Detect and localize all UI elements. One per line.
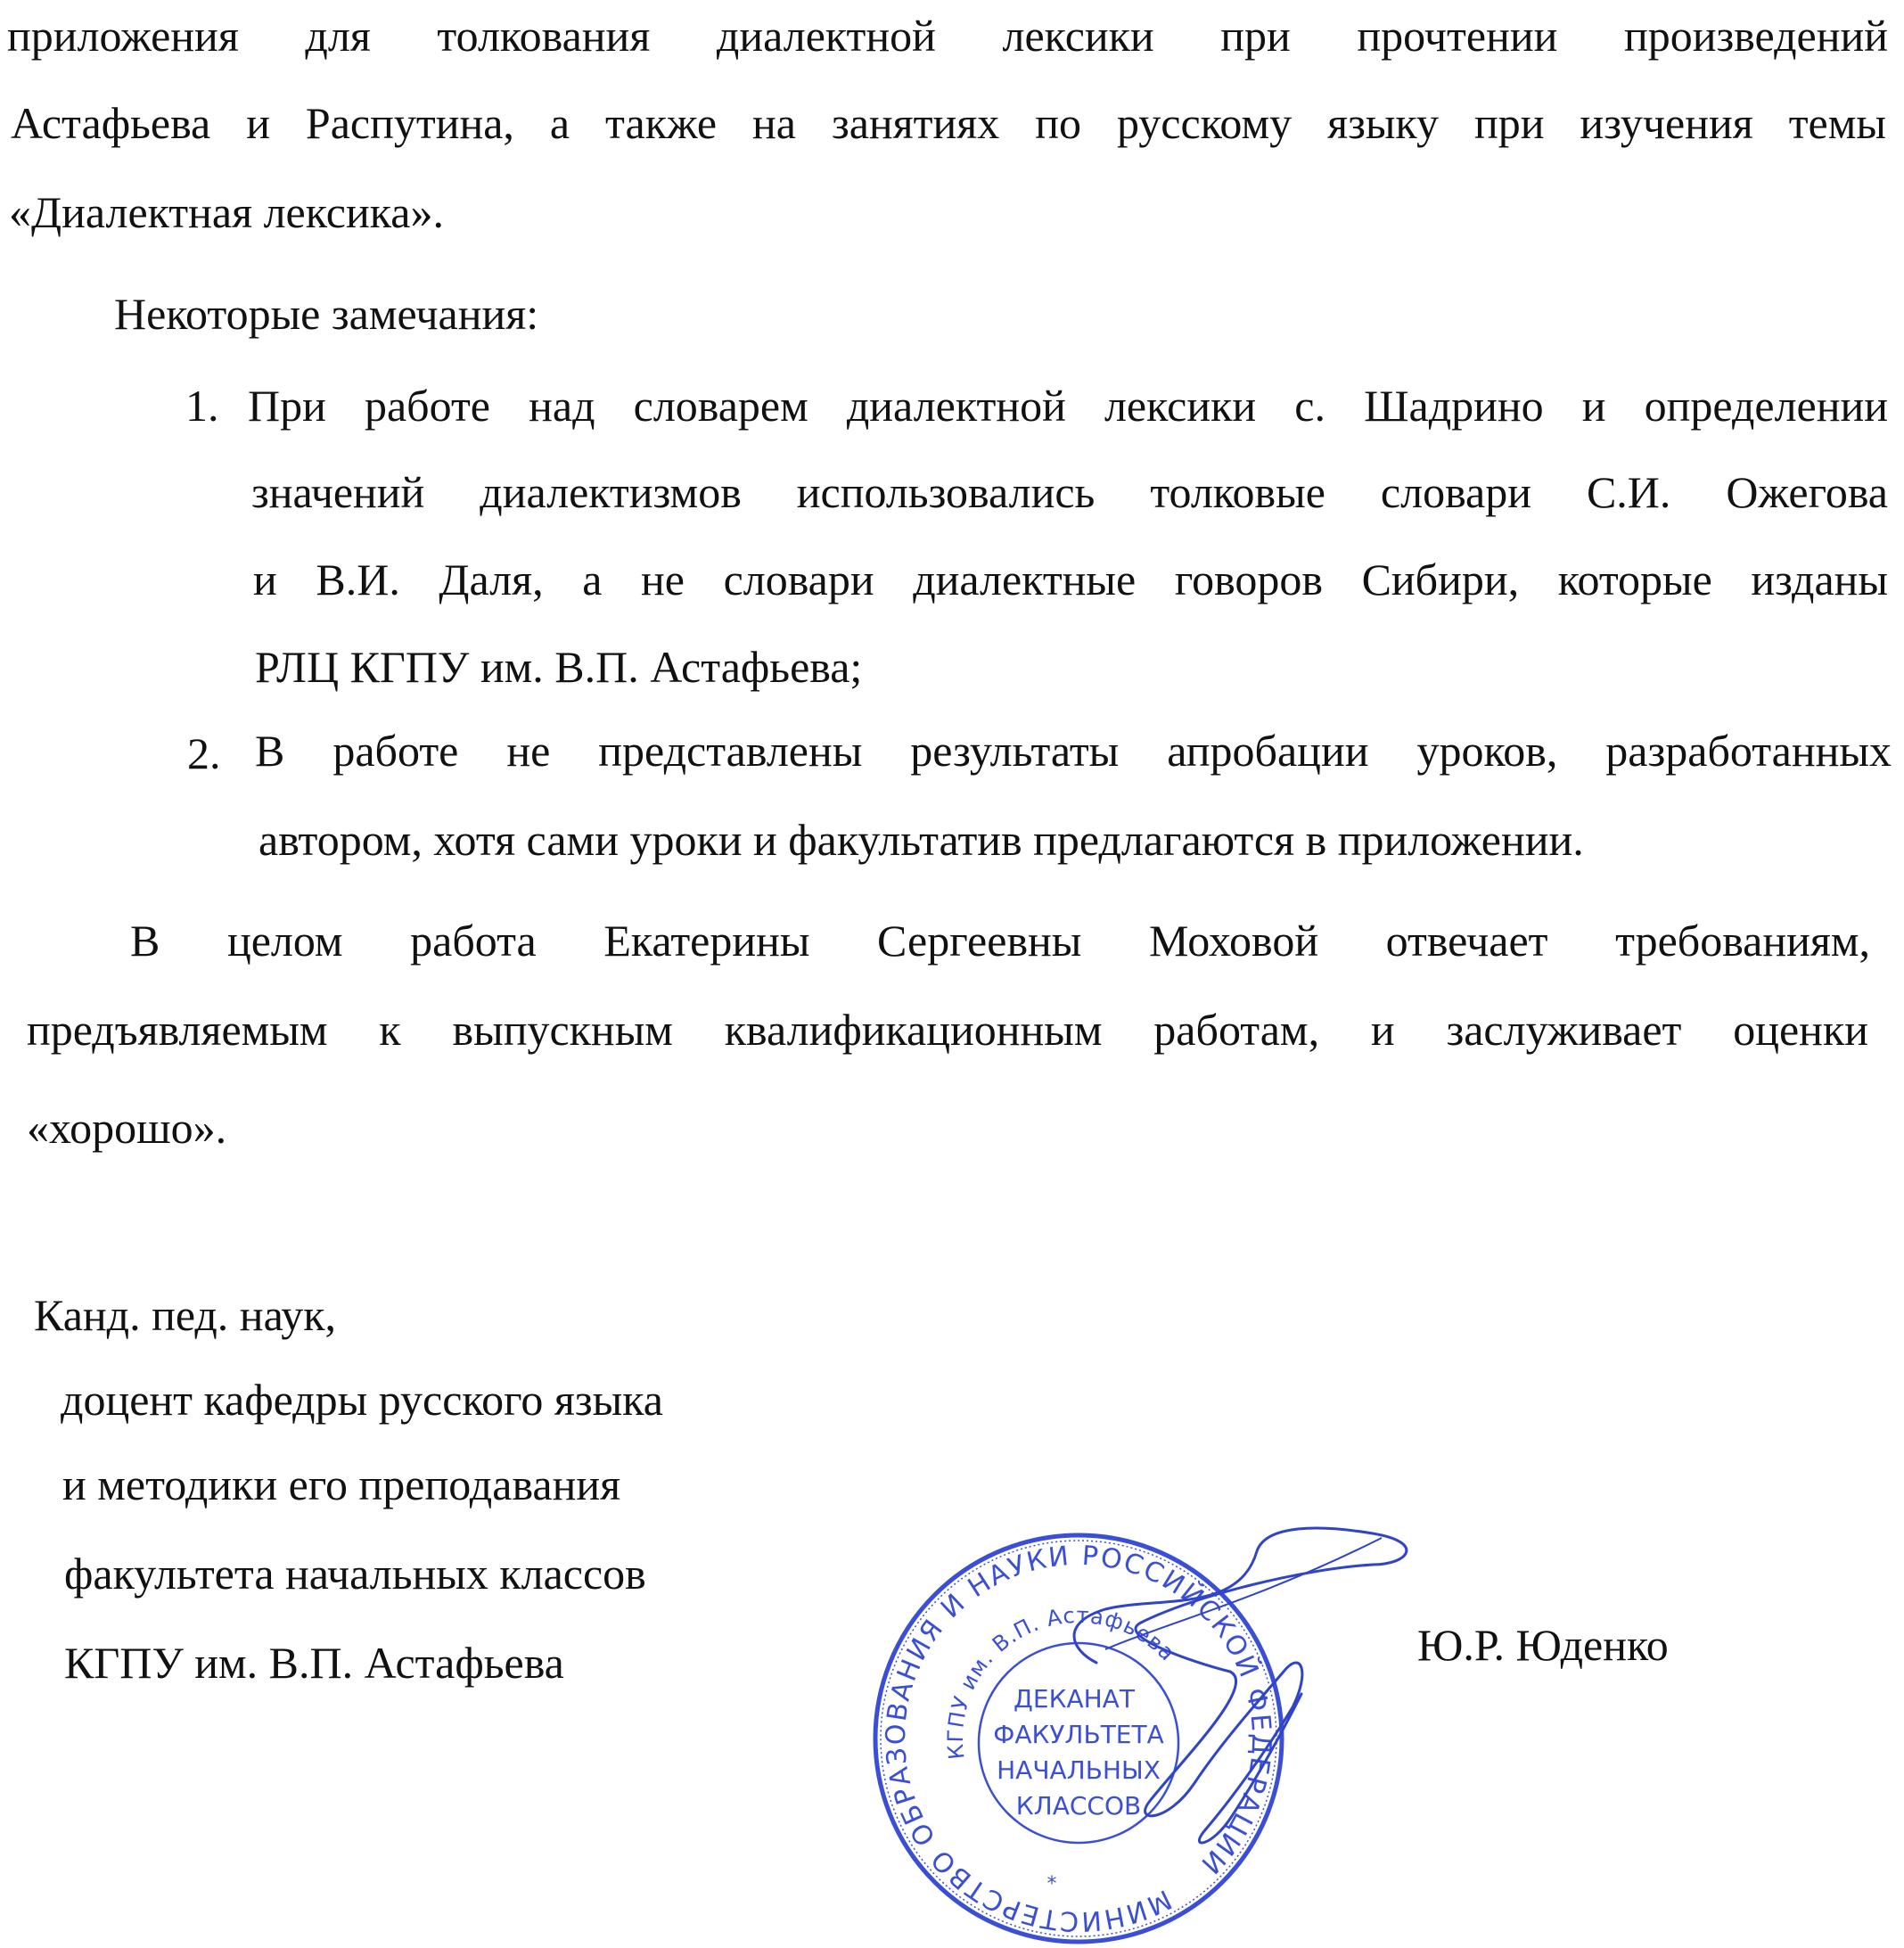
signature-title-line-3: и методики его преподавания (62, 1459, 621, 1509)
remark-1-line-4: РЛЦ КГПУ им. В.П. Астафьева; (255, 642, 863, 692)
stamp-outer-text: МИНИСТЕРСТВО ОБРАЗОВАНИЯ И НАУКИ РОССИЙСКОЙ ФЕДЕРАЦИИ (880, 1540, 1277, 1937)
stamp-center-line-3: НАЧАЛЬНЫХ (997, 1755, 1161, 1785)
signer-name: Ю.Р. Юденко (1417, 1620, 1669, 1670)
conclusion-line-1: В целом работа Екатерины Сергеевны Моховой отвечает требованиям, (130, 916, 1870, 966)
signature-title-line-4: факультета начальных классов (64, 1549, 646, 1599)
remarks-heading: Некоторые замечания: (114, 289, 539, 339)
signature-stroke (1074, 1528, 1407, 1843)
remark-1-line-1: При работе над словарем диалектной лексики с. Шадрино и определении (248, 381, 1888, 431)
remark-2-number: 2. (187, 728, 221, 778)
signature-title-line-5: КГПУ им. В.П. Астафьева (64, 1638, 564, 1688)
stamp-inner-ring-text: КГПУ им. В.П. Астафьева (942, 1602, 1181, 1761)
conclusion-line-3: «хорошо». (27, 1103, 227, 1153)
signature-title-line-1: Канд. пед. наук, (34, 1290, 337, 1340)
remark-2-line-1: В работе не представлены результаты апробации уроков, разработанных (255, 726, 1892, 776)
stamp-star: * (1046, 1873, 1057, 1895)
paragraph-line-1: приложения для толкования диалектной лексики при прочтении произведений (7, 11, 1888, 61)
remark-1-number: 1. (185, 381, 219, 431)
paragraph-line-3: «Диалектная лексика». (9, 187, 444, 237)
conclusion-line-2: предъявляемым к выпускным квалификационным работам, и заслуживает оценки (27, 1005, 1868, 1055)
remark-1-line-2: значений диалектизмов использовались толковые словари С.И. Ожегова (251, 467, 1888, 517)
stamp-center-line-2: ФАКУЛЬТЕТА (993, 1720, 1164, 1749)
signature-flourish (1105, 1538, 1382, 1649)
stamp-center-line-1: ДЕКАНАТ (1014, 1684, 1135, 1714)
remark-2-line-2: автором, хотя сами уроки и факультатив предлагаются в приложении. (259, 815, 1584, 865)
signature-title-line-2: доцент кафедры русского языка (61, 1375, 664, 1425)
handwritten-signature (963, 1516, 1426, 1872)
stamp-center-line-4: КЛАССОВ (1015, 1791, 1142, 1821)
paragraph-line-2: Астафьева и Распутина, а также на занятиях по русскому языку при изучения темы (11, 98, 1886, 148)
remark-1-line-3: и В.И. Даля, а не словари диалектные говоров Сибири, которые изданы (253, 555, 1888, 604)
